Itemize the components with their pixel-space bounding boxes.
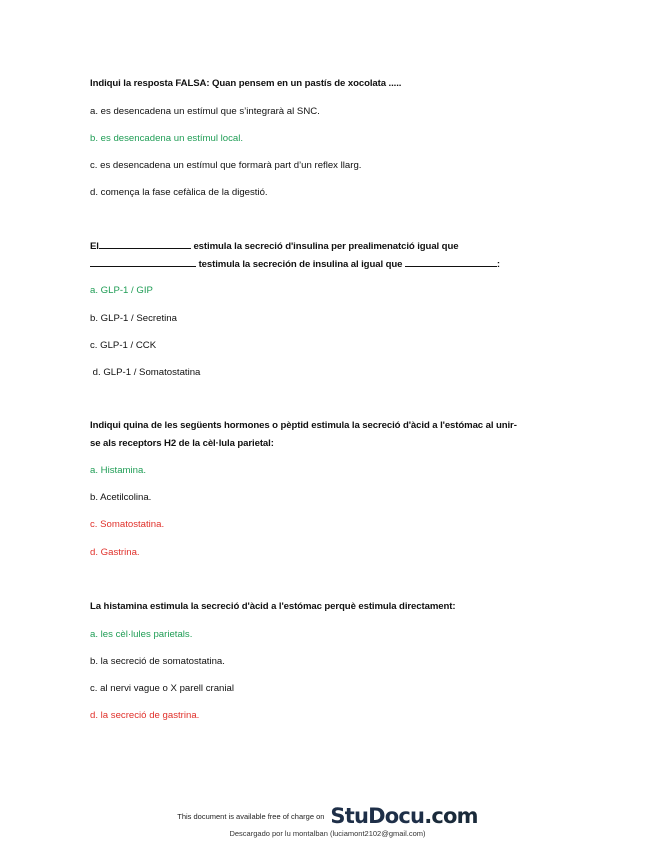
- question-2-option-c: [90, 338, 560, 353]
- option-text: b. la secreció de somatostatina.: [90, 656, 225, 667]
- question-4-option-d: [90, 708, 560, 723]
- question-2-stem-line2: [90, 256, 560, 272]
- question-3-option-a: [90, 463, 560, 478]
- option-text: b. GLP-1 / Secretina: [90, 313, 177, 324]
- option-text-wrong: c. Somatostatina.: [90, 519, 165, 530]
- stem-text: :: [496, 259, 501, 270]
- question-1-option-d: [90, 185, 560, 200]
- option-text-correct: a. Histamina.: [90, 465, 146, 476]
- stem-text: estimula la secreció d'insulina per prealimenatció igual que: [190, 241, 459, 252]
- question-2-stem-line1: [90, 238, 560, 254]
- question-4-option-a: [90, 627, 560, 642]
- question-2-option-a: [90, 283, 560, 298]
- question-1-stem: Indiqui la resposta FALSA: Quan pensem en un pastís de xocolata .....: [90, 78, 402, 89]
- option-text-wrong: d. la secreció de gastrina.: [90, 710, 200, 721]
- question-1-option-b: [90, 131, 560, 146]
- question-3-option-c: [90, 517, 560, 532]
- option-text-correct: a. les cèl·lules parietals.: [90, 629, 193, 640]
- question-4-option-c: [90, 681, 560, 696]
- question-4-option-b: [90, 654, 560, 669]
- question-4-stem: La histamina estimula la secreció d'àcid a l'estómac perquè estimula directament:: [90, 601, 456, 612]
- option-text: c. al nervi vague o X parell cranial: [90, 683, 234, 694]
- option-text: a. es desencadena un estímul que s’integrarà al SNC.: [90, 106, 320, 117]
- studocu-logo[interactable]: StuDocu.com: [330, 804, 478, 828]
- question-1-option-c: [90, 158, 560, 173]
- question-1: [90, 76, 560, 91]
- question-3-stem-line2: [90, 436, 560, 451]
- question-3-option-b: [90, 490, 560, 505]
- option-text: b. Acetilcolina.: [90, 492, 152, 503]
- option-text-wrong: d. Gastrina.: [90, 547, 140, 558]
- option-text: c. es desencadena un estímul que formarà part d’un reflex llarg.: [90, 160, 362, 171]
- stem-text: El: [90, 241, 99, 252]
- question-3-stem-line1: [90, 418, 560, 433]
- stem-text: se als receptors H2 de la cèl·lula parietal:: [90, 438, 274, 449]
- fill-blank: [90, 256, 196, 267]
- fill-blank: [99, 238, 191, 249]
- footer-available-text: This document is available free of charge on: [177, 811, 325, 821]
- footer-availability: [0, 804, 655, 828]
- footer-downloaded-by: Descargado por lu montalban (luciamont2102@gmail.com): [229, 829, 426, 838]
- option-text: d. GLP-1 / Somatostatina: [90, 367, 201, 378]
- option-text-correct: b. es desencadena un estímul local.: [90, 133, 244, 144]
- stem-text: Indiqui quina de les següents hormones o pèptid estimula la secreció d'àcid a l'estómac al unir-: [90, 420, 517, 431]
- question-1-option-a: [90, 104, 560, 119]
- option-text-correct: a. GLP-1 / GIP: [90, 285, 153, 296]
- option-text: d. comença la fase cefàlica de la digestió.: [90, 187, 268, 198]
- fill-blank: [405, 256, 497, 267]
- stem-text: testimula la secreción de insulina al igual que: [196, 259, 405, 270]
- question-3-option-d: [90, 545, 560, 560]
- option-text: c. GLP-1 / CCK: [90, 340, 157, 351]
- question-2-option-d: [90, 365, 560, 380]
- question-4: [90, 599, 560, 614]
- question-2-option-b: [90, 311, 560, 326]
